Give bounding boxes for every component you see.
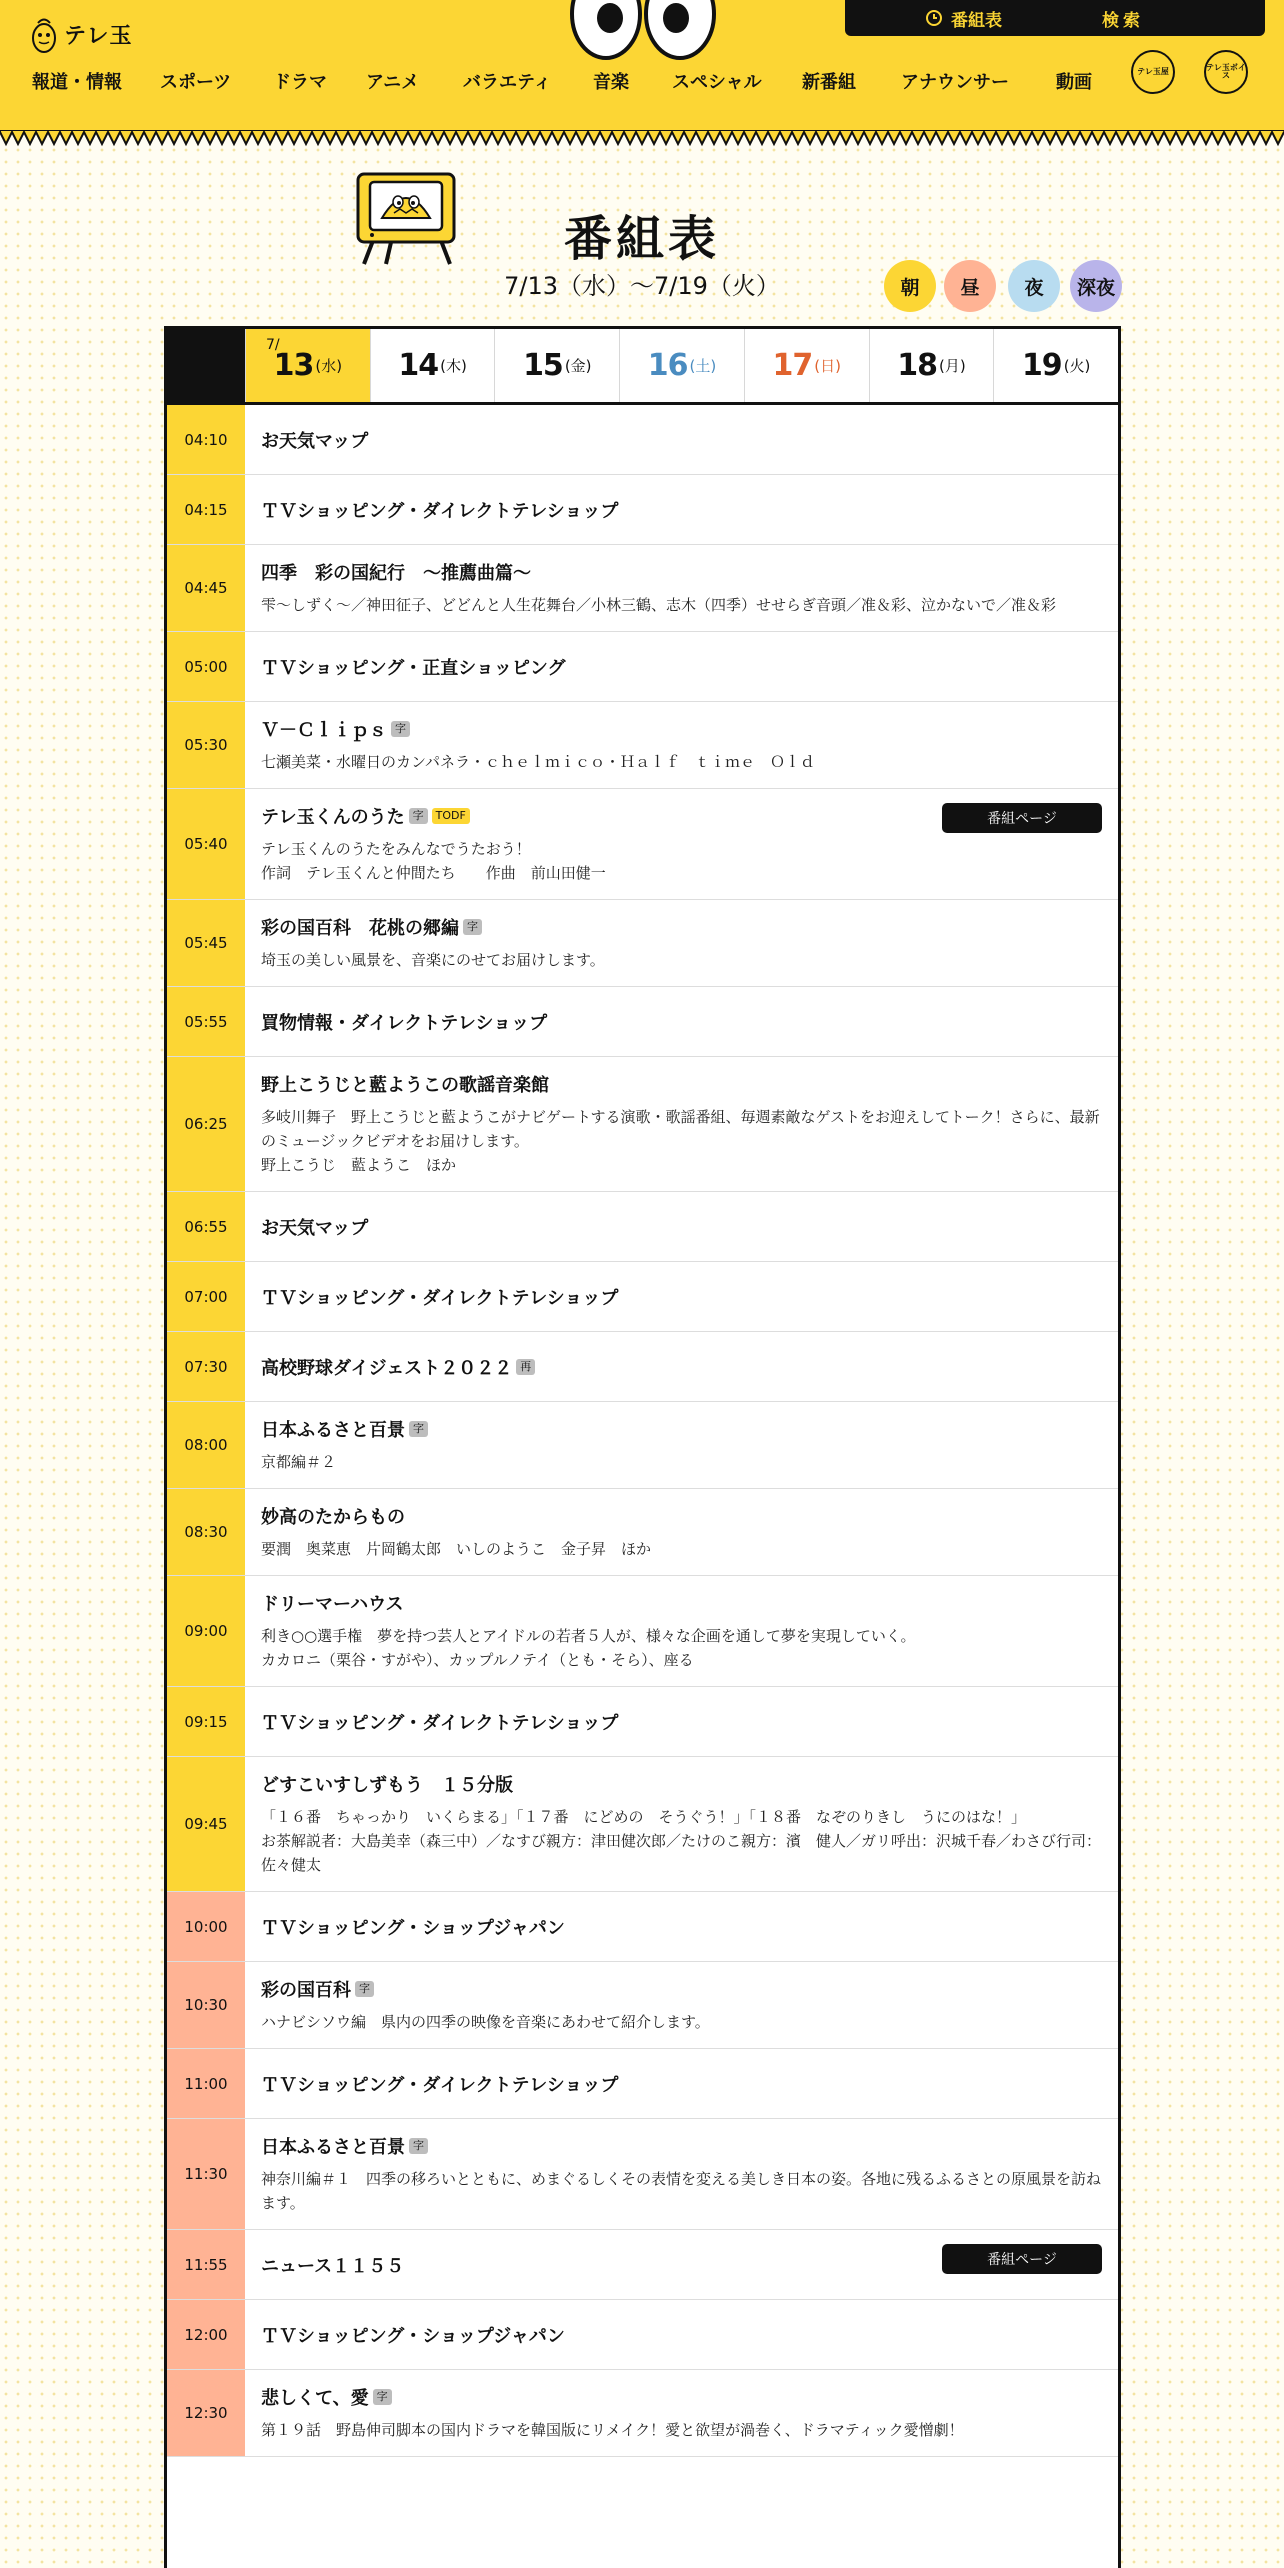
program-title-line xyxy=(261,1354,1102,1380)
program-row[interactable] xyxy=(167,2230,1118,2300)
program-schedule xyxy=(164,326,1121,2568)
program-title: 日本ふるさと百景 xyxy=(261,1420,405,1441)
nav-sports[interactable]: スポーツ xyxy=(160,72,232,93)
program-body xyxy=(245,987,1118,1056)
program-title-line xyxy=(261,427,1102,453)
program-title: ニュース１１５５ xyxy=(261,2255,405,2277)
program-description: 「１６番 ちゃっかり いくらまる」「１７番 にどめの そうぐう！」「１８番 なぞのりきし うにのはな！」 お茶解説者：大島美幸（森三中）／なすび親方：津田健次郎／たけのこ親方：濱 健人／ガリ呼出：沢城千春／わさび行司：佐々健太 xyxy=(261,1808,1102,1874)
program-title: ドリーマーハウス xyxy=(261,1594,404,1615)
program-title: 妙高のたからもの xyxy=(261,1507,405,1528)
program-row[interactable] xyxy=(167,1892,1118,1962)
program-description: 埼玉の美しい風景を、音楽にのせてお届けします。 xyxy=(261,951,605,969)
date-range: 7/13（水）〜7/19（火） xyxy=(504,272,780,300)
program-tag-badge: 字 xyxy=(373,2389,392,2405)
program-row[interactable] xyxy=(167,475,1118,545)
day-tab-date: 16 xyxy=(647,348,688,383)
program-description: 七瀬美菜・水曜日のカンパネラ・ｃｈｅｌｍｉｃｏ・Ｈａｌｆ ｔｉｍｅ Ｏｌｄ xyxy=(261,753,815,771)
day-tab-weekday: (金) xyxy=(564,357,592,375)
program-time: 06:25 xyxy=(167,1057,245,1191)
top-utility-bar xyxy=(845,0,1265,36)
day-tab-weekday: (木) xyxy=(440,357,467,375)
program-row[interactable] xyxy=(167,2300,1118,2370)
program-description: ハナビシソウ編 県内の四季の映像を音楽にあわせて紹介します。 xyxy=(261,2013,710,2031)
day-tab-date: 15 xyxy=(523,348,563,383)
program-title: ＴＶショッピング・ダイレクトテレショップ xyxy=(261,1287,619,1309)
program-title: ＴＶショッピング・ショップジャパン xyxy=(261,1917,565,1939)
program-title-line xyxy=(261,1214,1102,1240)
program-description: 京都編＃２ xyxy=(261,1453,337,1471)
program-time: 11:00 xyxy=(167,2049,245,2118)
program-tag-badge: 字 xyxy=(409,1421,428,1437)
program-time: 11:55 xyxy=(167,2230,245,2299)
nav-special[interactable]: スペシャル xyxy=(672,72,762,93)
day-tab[interactable] xyxy=(869,329,994,402)
day-tab-date: 14 xyxy=(398,348,439,383)
program-time: 05:40 xyxy=(167,789,245,899)
program-row[interactable] xyxy=(167,2049,1118,2119)
program-time: 10:30 xyxy=(167,1962,245,2048)
search-link[interactable]: 検索 xyxy=(1102,10,1144,31)
program-row[interactable] xyxy=(167,632,1118,702)
program-time: 09:15 xyxy=(167,1687,245,1756)
program-row[interactable] xyxy=(167,789,1118,900)
program-title-line xyxy=(261,1284,1102,1310)
day-tab-weekday: (日) xyxy=(814,357,841,375)
program-title: 買物情報・ダイレクトテレショップ xyxy=(261,1012,548,1034)
program-time: 10:00 xyxy=(167,1892,245,1961)
program-tag-badge: 字 xyxy=(463,919,482,935)
program-time: 09:00 xyxy=(167,1576,245,1686)
program-body xyxy=(245,789,1118,899)
program-description: 利き○○選手権 夢を持つ芸人とアイドルの若者５人が、様々な企画を通して夢を実現していく。 カカロニ（栗谷・すがや）、カップルノテイ（とも・そら）、座る xyxy=(261,1627,916,1669)
program-time: 04:15 xyxy=(167,475,245,544)
program-body xyxy=(245,475,1118,544)
nav-variety[interactable]: バラエティ xyxy=(463,72,552,93)
nav-new-programs[interactable]: 新番組 xyxy=(802,72,856,93)
program-title: ＴＶショッピング・ダイレクトテレショップ xyxy=(261,2074,619,2096)
program-title-line xyxy=(261,1709,1102,1735)
day-tab[interactable] xyxy=(744,329,869,402)
program-time: 04:10 xyxy=(167,405,245,474)
program-time: 09:45 xyxy=(167,1757,245,1891)
program-body xyxy=(245,1057,1118,1191)
day-tab[interactable] xyxy=(619,329,744,402)
program-body xyxy=(245,1262,1118,1331)
program-time: 05:00 xyxy=(167,632,245,701)
program-body xyxy=(245,405,1118,474)
program-body xyxy=(245,1192,1118,1261)
program-time: 08:00 xyxy=(167,1402,245,1488)
program-title: 高校野球ダイジェスト２０２２ xyxy=(261,1357,513,1379)
program-title: 彩の国百科 xyxy=(261,1980,351,2001)
program-page-button[interactable]: 番組ページ xyxy=(942,803,1102,833)
program-title-line xyxy=(261,1590,1102,1616)
program-body xyxy=(245,1892,1118,1961)
program-time: 11:30 xyxy=(167,2119,245,2229)
program-title-line xyxy=(261,559,1102,585)
program-row[interactable] xyxy=(167,545,1118,632)
site-logo[interactable] xyxy=(30,14,133,54)
program-body xyxy=(245,2230,1118,2299)
program-body xyxy=(245,632,1118,701)
program-time: 05:30 xyxy=(167,702,245,788)
program-time: 08:30 xyxy=(167,1489,245,1575)
program-title: 悲しくて、愛 xyxy=(261,2388,369,2409)
program-body xyxy=(245,545,1118,631)
day-tab[interactable] xyxy=(245,329,370,402)
program-description: 神奈川編＃１ 四季の移ろいとともに、めまぐるしくその表情を変える美しき日本の姿。各地に残るふるさとの原風景を訪ねます。 xyxy=(261,2170,1102,2212)
program-row[interactable] xyxy=(167,2119,1118,2230)
program-row[interactable] xyxy=(167,1489,1118,1576)
mascot-eyes-icon xyxy=(570,0,716,60)
program-title-line xyxy=(261,654,1102,680)
nav-news[interactable]: 報道・情報 xyxy=(32,72,122,93)
program-body xyxy=(245,2049,1118,2118)
program-title-line xyxy=(261,1071,1102,1097)
program-body xyxy=(245,1489,1118,1575)
program-title: ＴＶショッピング・ショップジャパン xyxy=(261,2325,565,2347)
program-time: 07:00 xyxy=(167,1262,245,1331)
program-row[interactable] xyxy=(167,987,1118,1057)
program-row[interactable] xyxy=(167,1057,1118,1192)
day-tab-date: 18 xyxy=(897,348,937,383)
program-description: 要潤 奥菜恵 片岡鶴太郎 いしのようこ 金子昇 ほか xyxy=(261,1540,652,1558)
program-title: お天気マップ xyxy=(261,430,369,452)
program-body xyxy=(245,2119,1118,2229)
tv-mascot-illustration xyxy=(352,168,464,268)
program-title-line xyxy=(261,1503,1102,1529)
program-time: 12:00 xyxy=(167,2300,245,2369)
program-row[interactable] xyxy=(167,1757,1118,1892)
program-title-line xyxy=(261,716,1102,742)
day-tab[interactable] xyxy=(494,329,619,402)
program-tag-badge: 字 xyxy=(391,721,410,737)
program-body xyxy=(245,1687,1118,1756)
program-title: ＴＶショッピング・ダイレクトテレショップ xyxy=(261,1712,619,1734)
program-row[interactable] xyxy=(167,405,1118,475)
nav-anime[interactable]: アニメ xyxy=(366,72,420,93)
day-tab-weekday: (水) xyxy=(315,357,343,375)
program-title: ＴＶショッピング・正直ショッピング xyxy=(261,657,566,679)
program-time: 06:55 xyxy=(167,1192,245,1261)
day-tab-date: 17 xyxy=(772,348,813,383)
program-time: 07:30 xyxy=(167,1332,245,1401)
program-title: どすこいすしずもう １５分版 xyxy=(261,1775,513,1796)
program-title-line xyxy=(261,497,1102,523)
day-tab-weekday: (火) xyxy=(1063,357,1091,375)
program-title: お天気マップ xyxy=(261,1217,369,1239)
program-body xyxy=(245,1757,1118,1891)
program-title: Ｖ－Ｃｌｉｐｓ xyxy=(261,720,387,741)
program-title-line xyxy=(261,1416,1102,1442)
logo-text: テレ玉 xyxy=(64,23,133,49)
program-title: ＴＶショッピング・ダイレクトテレショップ xyxy=(261,500,619,522)
program-row[interactable] xyxy=(167,1402,1118,1489)
day-tabs xyxy=(167,329,1118,405)
program-title: 四季 彩の国紀行 ～推薦曲篇～ xyxy=(261,563,531,584)
program-title: 彩の国百科 花桃の郷編 xyxy=(261,918,459,939)
program-title-line xyxy=(261,1009,1102,1035)
day-tab-date: 19 xyxy=(1021,348,1062,383)
nav-videos[interactable]: 動画 xyxy=(1056,72,1092,93)
program-title-line xyxy=(261,2384,1102,2410)
timeslot-noon-button[interactable]: 昼 xyxy=(944,260,996,312)
program-title-line xyxy=(261,1771,1102,1797)
program-body xyxy=(245,2370,1118,2456)
program-time: 05:45 xyxy=(167,900,245,986)
program-tag-badge: TODF xyxy=(432,808,470,824)
program-title-line xyxy=(261,914,1102,940)
program-time: 04:45 xyxy=(167,545,245,631)
day-tab-month: 7/ xyxy=(266,337,280,353)
nav-music[interactable]: 音楽 xyxy=(593,72,629,93)
program-row[interactable] xyxy=(167,900,1118,987)
program-row[interactable] xyxy=(167,2370,1118,2457)
teletama-mascot-icon xyxy=(30,14,58,54)
program-title-line xyxy=(261,2071,1102,2097)
timeslot-late-night-button[interactable]: 深夜 xyxy=(1070,260,1122,312)
timeslot-night-button[interactable]: 夜 xyxy=(1008,260,1060,312)
program-row[interactable] xyxy=(167,1576,1118,1687)
program-title: テレ玉くんのうた xyxy=(261,807,405,828)
teletama-shop-link[interactable]: テレ玉屋 xyxy=(1131,50,1175,94)
program-title: 野上こうじと藍ようこの歌謡音楽館 xyxy=(261,1075,549,1096)
program-title: 日本ふるさと百景 xyxy=(261,2137,405,2158)
program-page-button[interactable]: 番組ページ xyxy=(942,2244,1102,2274)
program-description: テレ玉くんのうたをみんなでうたおう！ 作詞 テレ玉くんと仲間たち 作曲 前山田健一 xyxy=(261,840,606,882)
nav-drama[interactable]: ドラマ xyxy=(273,72,327,93)
program-body xyxy=(245,1576,1118,1686)
site-header xyxy=(0,0,1284,132)
timeslot-morning-button[interactable]: 朝 xyxy=(884,260,936,312)
program-tag-badge: 字 xyxy=(409,808,428,824)
program-description: 多岐川舞子 野上こうじと藍ようこがナビゲートする演歌・歌謡番組、毎週素敵なゲストをお迎えしてトーク！さらに、最新のミュージックビデオをお届けします。 野上こうじ 藍ようこ ほか xyxy=(261,1108,1100,1174)
day-tab-weekday: (土) xyxy=(689,357,717,375)
program-body xyxy=(245,1962,1118,2048)
program-title-line xyxy=(261,2322,1102,2348)
day-tab[interactable] xyxy=(370,329,495,402)
main-nav xyxy=(0,62,1284,102)
program-row[interactable] xyxy=(167,1332,1118,1402)
program-description: 第１９話 野島伸司脚本の国内ドラマを韓国版にリメイク！愛と欲望が渦巻く、ドラマティック愛憎劇！ xyxy=(261,2421,964,2439)
day-tabs-corner xyxy=(167,329,245,402)
program-title-line xyxy=(261,1914,1102,1940)
program-description: 雫～しずく～／神田征子、どどんと人生花舞台／小林三鶴、志木（四季）せせらぎ音頭／准＆彩、泣かないで／准＆彩 xyxy=(261,596,1057,614)
program-row[interactable] xyxy=(167,1962,1118,2049)
program-body xyxy=(245,2300,1118,2369)
program-row[interactable] xyxy=(167,1262,1118,1332)
clock-icon xyxy=(925,9,943,27)
program-row[interactable] xyxy=(167,1687,1118,1757)
schedule-link-label: 番組表 xyxy=(951,10,1002,31)
schedule-link[interactable] xyxy=(925,6,1002,31)
day-tab-weekday: (月) xyxy=(938,357,966,375)
program-title-line xyxy=(261,1976,1102,2002)
program-body xyxy=(245,900,1118,986)
program-body xyxy=(245,1402,1118,1488)
page-title: 番組表 xyxy=(563,211,720,267)
teletama-voice-link[interactable]: テレ玉ボイス xyxy=(1204,50,1248,94)
program-row[interactable] xyxy=(167,702,1118,789)
program-row[interactable] xyxy=(167,1192,1118,1262)
day-tab[interactable] xyxy=(993,329,1118,402)
program-body xyxy=(245,1332,1118,1401)
header-zigzag-edge xyxy=(0,130,1284,148)
program-body xyxy=(245,702,1118,788)
program-tag-badge: 字 xyxy=(409,2138,428,2154)
program-title-line xyxy=(261,2133,1102,2159)
program-time: 12:30 xyxy=(167,2370,245,2456)
day-tab-date: 13 xyxy=(273,348,314,383)
nav-announcers[interactable]: アナウンサー xyxy=(901,72,1009,93)
program-list xyxy=(167,405,1118,2457)
program-tag-badge: 字 xyxy=(355,1981,374,1997)
program-tag-badge: 再 xyxy=(516,1359,535,1375)
program-time: 05:55 xyxy=(167,987,245,1056)
